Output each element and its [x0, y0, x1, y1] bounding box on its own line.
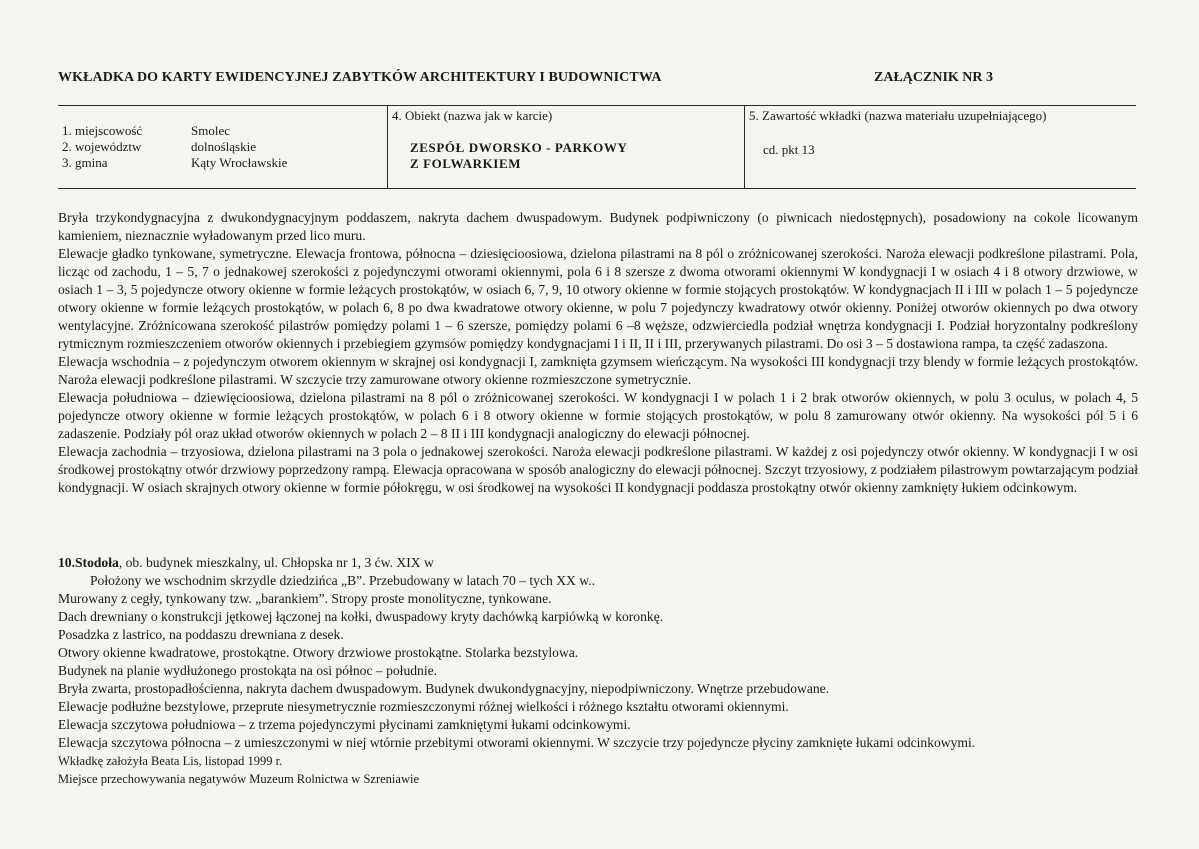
author-note: Wkładkę założyła Beata Lis, listopad 1999 r.: [58, 754, 283, 768]
location-label-town: 1. miejscowość: [62, 123, 143, 138]
section-10-line: Elewacja szczytowa południowa – z trzema pojedynczymi płycinami zamkniętymi łukami odcinkowymi.: [58, 717, 631, 732]
table-bottom-border: [58, 188, 1136, 189]
contents-label: 5. Zawartość wkładki (nazwa materiału uzupełniającego): [749, 108, 1047, 123]
section-10-line: Elewacje podłużne bezstylowe, przeprute niesymetrycznie rozmieszczonymi różnej wielkości i różnego kształtu otworami okiennymi.: [58, 699, 789, 714]
location-value-voivodeship: dolnośląskie: [191, 139, 256, 154]
section-10-line: Murowany z cegły, tynkowany tzw. „barankiem”. Stropy proste monolityczne, tynkowane.: [58, 591, 552, 606]
table-top-border: [58, 105, 1136, 106]
section-10: [58, 554, 1158, 788]
location-value-town: Smolec: [191, 123, 230, 138]
section-10-line: Położony we wschodnim skrzydle dziedzińca „B”. Przebudowany w latach 70 – tych XX w..: [90, 573, 595, 588]
section-10-heading-number: 10.Stodoła: [58, 555, 119, 570]
location-label-commune: 3. gmina: [62, 155, 108, 170]
section-10-line: Posadzka z lastrico, na poddaszu drewniana z desek.: [58, 627, 344, 642]
object-label: 4. Obiekt (nazwa jak w karcie): [392, 108, 553, 123]
section-10-line: Otwory okienne kwadratowe, prostokątne. Otwory drzwiowe prostokątne. Stolarka bezstylowa.: [58, 645, 579, 660]
description-paragraph: Elewacja wschodnia – z pojedynczym otworem okiennym w skrajnej osi kondygnacji I, zamknięta gzymsem wieńczącym. Na wysokości III kondygnacji trzy blendy w formie leżących prostokątów. Naroża elewacji podkreślone pilastrami. W szczycie trzy zamurowane otwory okienne rozmieszczone symetrycznie.: [58, 354, 1138, 387]
section-10-line: Elewacja szczytowa północna – z umieszczonymi w niej wtórnie przebitymi otworami okiennymi. W szczycie trzy pojedyncze płyciny zamknięte łukami odcinkowymi.: [58, 735, 976, 750]
description: [58, 209, 1138, 497]
description-paragraph: Elewacje gładko tynkowane, symetryczne. Elewacja frontowa, północna – dziesięcioosiowa, dzielona pilastrami na 8 pól o zróżnicowanej szerokości. Naroża elewacji podkreślone pilastrami. Pola, licząc od zachodu, 1 – 5, 7 o jednakowej szerokości z pojedynczymi otworami okiennymi, pola 6 i 8 szersze z dwoma otworami okiennymi W kondygnacji I w osiach 4 i 8 otwory drzwiowe, w osiach 1 – 3, 5 pojedyncze otwory okienne w formie leżących prostokątów, w osiach 6, 7, 9, 10 otwory okienne w formie stojących prostokątów. W kondygnacjach II i III w polach 1 – 5 pojedyncze otwory okienne w formie leżących prostokątów, w polach 6, 8 po dwa kwadratowe otwory okienne, w polu 7 pojedynczy kwadratowy otwór okienny. Poniżej otworów okiennych po dwa otwory wentylacyjne. Zróżnicowana szerokość pilastrów pomiędzy polami 1 – 6 szersze, pomiędzy polami 6 –8 węższe, odzwierciedla podział wnętrza kondygnacji I. Podział horyzontalny podkreślony rytmicznym rozmieszczeniem otworów okiennych i przebiegiem gzymsów pomiędzy kondygnacjami I i II, II i III, przerywanych pilastrami. Do osi 3 – 5 dostawiona rampa, ta część zadaszona.: [58, 246, 1138, 351]
description-paragraph: Elewacja zachodnia – trzyosiowa, dzielona pilastrami na 3 pola o jednakowej szerokości. Naroża elewacji podkreślone pilastrami. W każdej z osi pojedynczy otwór okienny. W kondygnacji I w osi środkowej prostokątny otwór drzwiowy poprzedzony rampą. Elewacja opracowana w sposób analogiczny do elewacji północnej. Szczyt trzyosiowy, z podziałem pilastrowym powtarzającym podział kondygnacji. W osiach skrajnych otwory okienne w formie półokręgu, w osi środkowej na wysokości II kondygnacji poddasza prostokątny otwór okienny zamknięty łukiem odcinkowym.: [58, 444, 1138, 495]
location-label-voivodeship: 2. województw: [62, 139, 142, 154]
object-name-line-1: ZESPÓŁ DWORSKO - PARKOWY: [410, 140, 628, 155]
object-name-line-2: Z FOLWARKIEM: [410, 156, 522, 171]
section-10-heading: [58, 554, 1158, 572]
annex-number: ZAŁĄCZNIK NR 3: [874, 70, 994, 85]
contents-value: cd. pkt 13: [763, 142, 815, 157]
object-name: [410, 140, 627, 172]
description-paragraph: Bryła trzykondygnacyjna z dwukondygnacyjnym poddaszem, nakryta dachem dwuspadowym. Budynek podpiwniczony (o piwnicach niedostępnych), posadowiony na cokole licowanym kamieniem, nieznacznie wyładowanym przed lico muru.: [58, 210, 1138, 243]
column-divider-1: [387, 105, 388, 189]
section-10-line: Budynek na planie wydłużonego prostokąta na osi północ – południe.: [58, 663, 438, 678]
storage-note: Miejsce przechowywania negatywów Muzeum Rolnictwa w Szreniawie: [58, 772, 419, 786]
section-10-line: Dach drewniany o konstrukcji jętkowej łączonej na kołki, dwuspadowy kryty dachówką karpiówką w koronkę.: [58, 609, 664, 624]
section-10-heading-rest: , ob. budynek mieszkalny, ul. Chłopska nr 1, 3 ćw. XIX w: [118, 555, 434, 570]
column-divider-2: [744, 105, 745, 189]
form-title: WKŁADKA DO KARTY EWIDENCYJNEJ ZABYTKÓW ARCHITEKTURY I BUDOWNICTWA: [58, 70, 662, 85]
section-10-line: Bryła zwarta, prostopadłościenna, nakryta dachem dwuspadowym. Budynek dwukondygnacyjny, niepodpiwniczony. Wnętrze przebudowane.: [58, 681, 830, 696]
description-paragraph: Elewacja południowa – dziewięcioosiowa, dzielona pilastrami na 8 pól o zróżnicowanej szerokości. W kondygnacji I w polach 1 i 2 brak otworów okiennych, w polu 3 oculus, w polach 4, 5 pojedyncze otwory okienne w formie leżących prostokątów, w polach 6 i 8 otwory okienne w formie stojących prostokątów, w polu 8 zamurowany otwór okienny. Na wysokości pól 5 i 6 zadaszenie. Podziały pól oraz układ otworów okiennych w polach 2 – 8 II i III kondygnacji analogiczny do elewacji północnej.: [58, 390, 1138, 441]
location-value-commune: Kąty Wrocławskie: [191, 155, 288, 170]
